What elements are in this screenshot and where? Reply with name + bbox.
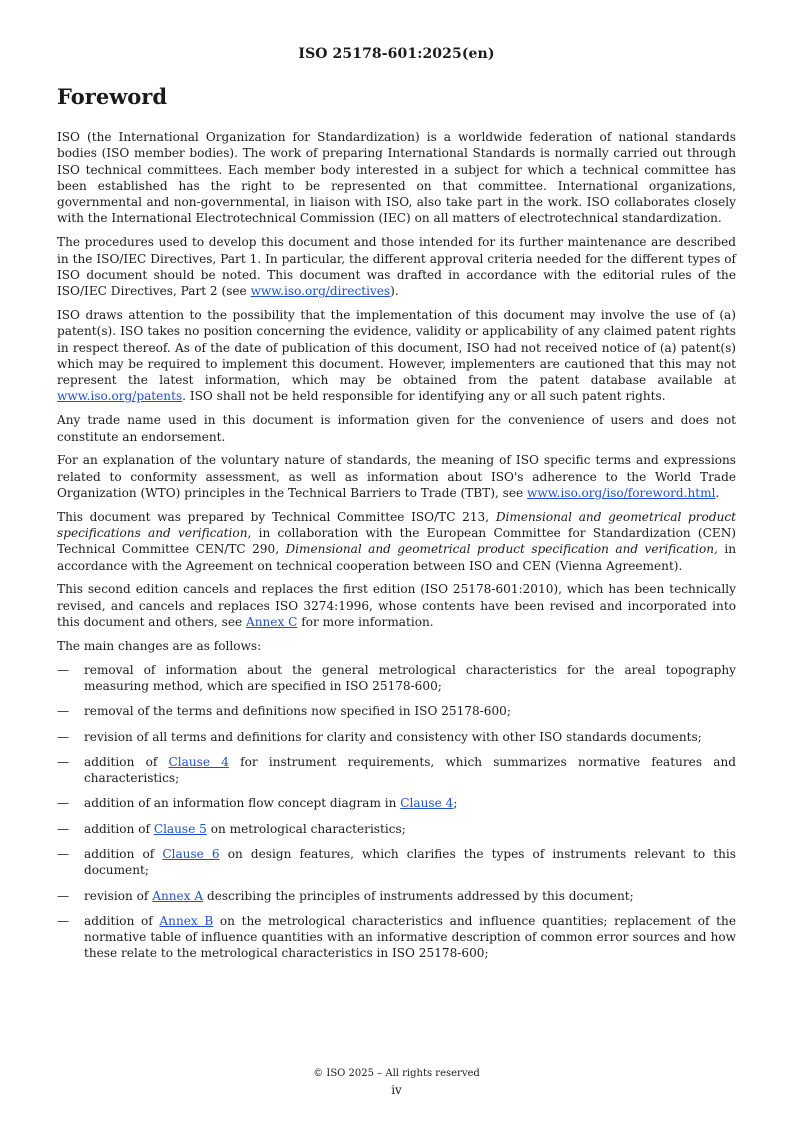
paragraph-text: for more information.	[297, 615, 434, 630]
copyright-notice: © ISO 2025 – All rights reserved	[313, 1068, 480, 1079]
list-item-text: revision of all terms and definitions for clarity and consistency with other ISO standards documents;	[84, 729, 702, 744]
paragraph-text: The procedures used to develop this document and those intended for its further maintenance are described in the ISO/IEC Directives, Part 1. In particular, the different approval criteria needed for the different types of ISO document should be noted. This document was drafted in accordance with the editorial rules of the ISO/IEC Directives, Part 2 (see	[57, 235, 736, 299]
list-item	[57, 846, 736, 879]
list-item-text: for instrument requirements, which summarizes normative features and characteristics;	[84, 754, 736, 786]
dash-bullet: —	[57, 729, 70, 744]
list-item-text: on metrological characteristics;	[206, 821, 406, 836]
committee-title-iso: Dimensional and geometrical product specifications and verification	[57, 509, 736, 541]
paragraph-text: This document was prepared by Technical Committee ISO/TC 213,	[57, 509, 496, 524]
paragraph-procedures	[57, 234, 736, 299]
list-item	[57, 703, 736, 719]
link-patents[interactable]: www.iso.org/patents	[57, 389, 183, 404]
list-item	[57, 729, 736, 745]
page-title: Foreword	[57, 84, 168, 109]
paragraph-text: This second edition cancels and replaces the first edition (ISO 25178-601:2010), which has been technically revised, and cancels and replaces ISO 3274:1996, whose contents have been revised and incorporated into this document and others, see	[57, 582, 736, 630]
page-footer	[0, 1066, 793, 1098]
list-item-text: revision of	[84, 888, 153, 903]
link-clause-4[interactable]: Clause 4	[400, 796, 454, 811]
paragraph-changes-intro	[57, 638, 736, 654]
list-item-text: on design features, which clarifies the types of instruments relevant to this document;	[84, 846, 736, 878]
paragraph-text: For an explanation of the voluntary nature of standards, the meaning of ISO specific terms and expressions related to conformity assessment, as well as information about ISO's adherence to the World Trade Organization (WTO) principles in the Technical Barriers to Trade (TBT), see	[57, 453, 736, 500]
dash-bullet: —	[57, 913, 70, 928]
list-item-text: ;	[453, 796, 458, 811]
paragraph-patents	[57, 307, 736, 405]
dash-bullet: —	[57, 888, 70, 903]
list-item-text: addition of	[84, 754, 169, 769]
list-item-text: describing the principles of instruments addressed by this document;	[203, 888, 634, 903]
committee-title-cen: Dimensional and geometrical product specification and verification,	[285, 542, 718, 557]
paragraph-edition	[57, 581, 736, 630]
dash-bullet: —	[57, 821, 70, 836]
list-item-text: addition of	[84, 846, 163, 861]
dash-bullet: —	[57, 846, 70, 861]
list-item-text: removal of information about the general metrological characteristics for the areal topography measuring method, which are specified in ISO 25178-600;	[84, 662, 736, 693]
paragraph-trade-name	[57, 412, 736, 445]
dash-bullet: —	[57, 662, 70, 677]
foreword-body	[57, 129, 736, 971]
list-item	[57, 662, 736, 695]
paragraph-text: .	[715, 485, 720, 500]
link-clause-6[interactable]: Clause 6	[162, 846, 220, 861]
list-item	[57, 795, 736, 811]
list-item-text: on the metrological characteristics and influence quantities; replacement of the normative table of influence quantities with an informative description of common error sources and how these relate to the metrological characteristics in ISO 25178-600;	[84, 913, 736, 961]
dash-bullet: —	[57, 796, 70, 811]
list-item	[57, 888, 736, 904]
paragraph-iso-intro	[57, 129, 736, 227]
paragraph-text: in accordance with the Agreement on technical cooperation between ISO and CEN (Vienna Agreement).	[57, 542, 736, 573]
link-annex-c[interactable]: Annex C	[245, 615, 298, 630]
paragraph-text: ISO draws attention to the possibility that the implementation of this document may involve the use of (a) patent(s). ISO takes no position concerning the evidence, validity or applicability of any claimed patent rights in respect thereof. As of the date of publication of this document, ISO had not received notice of (a) patent(s) which may be required to implement this document. However, implementers are cautioned that this may not represent the latest information, which may be obtained from the patent database available at	[57, 307, 736, 388]
list-item	[57, 821, 736, 837]
link-clause-5[interactable]: Clause 5	[153, 821, 207, 836]
list-item-text: addition of an information flow concept diagram in	[84, 796, 401, 811]
paragraph-text: , in collaboration with the European Committee for Standardization (CEN) Technical Committee CEN/TC 290,	[57, 526, 737, 557]
dash-bullet: —	[57, 754, 70, 769]
dash-bullet: —	[57, 704, 70, 719]
link-clause-4[interactable]: Clause 4	[168, 754, 229, 769]
paragraph-text: . ISO shall not be held responsible for identifying any or all such patent rights.	[182, 389, 666, 404]
list-item-text: removal of the terms and definitions now specified in ISO 25178-600;	[84, 704, 511, 719]
paragraph-text: ).	[390, 284, 399, 299]
link-annex-a[interactable]: Annex A	[152, 888, 204, 903]
list-item-text: addition of	[84, 821, 154, 836]
paragraph-text: Any trade name used in this document is information given for the convenience of users and does not constitute an endorsement.	[57, 413, 736, 444]
document-id-header: ISO 25178-601:2025(en)	[298, 46, 495, 62]
list-item	[57, 913, 736, 962]
link-annex-b[interactable]: Annex B	[159, 913, 214, 928]
list-item	[57, 754, 736, 787]
changes-list	[57, 662, 736, 962]
paragraph-text: ISO (the International Organization for Standardization) is a worldwide federation of national standards bodies (ISO member bodies). The work of preparing International Standards is normally carried out through ISO technical committees. Each member body interested in a subject for which a technical committee has been established has the right to be represented on that committee. International organizations, governmental and non-governmental, in liaison with ISO, also take part in the work. ISO collaborates closely with the International Electrotechnical Commission (IEC) on all matters of electrotechnical standardization.	[57, 130, 736, 226]
paragraph-prepared-by	[57, 509, 736, 574]
paragraph-text: The main changes are as follows:	[57, 638, 262, 653]
link-directives[interactable]: www.iso.org/directives	[250, 284, 391, 299]
paragraph-voluntary-nature	[57, 452, 736, 501]
list-item-text: addition of	[84, 913, 160, 928]
page-number: iv	[391, 1083, 402, 1097]
link-foreword[interactable]: www.iso.org/iso/foreword.html	[527, 485, 716, 500]
